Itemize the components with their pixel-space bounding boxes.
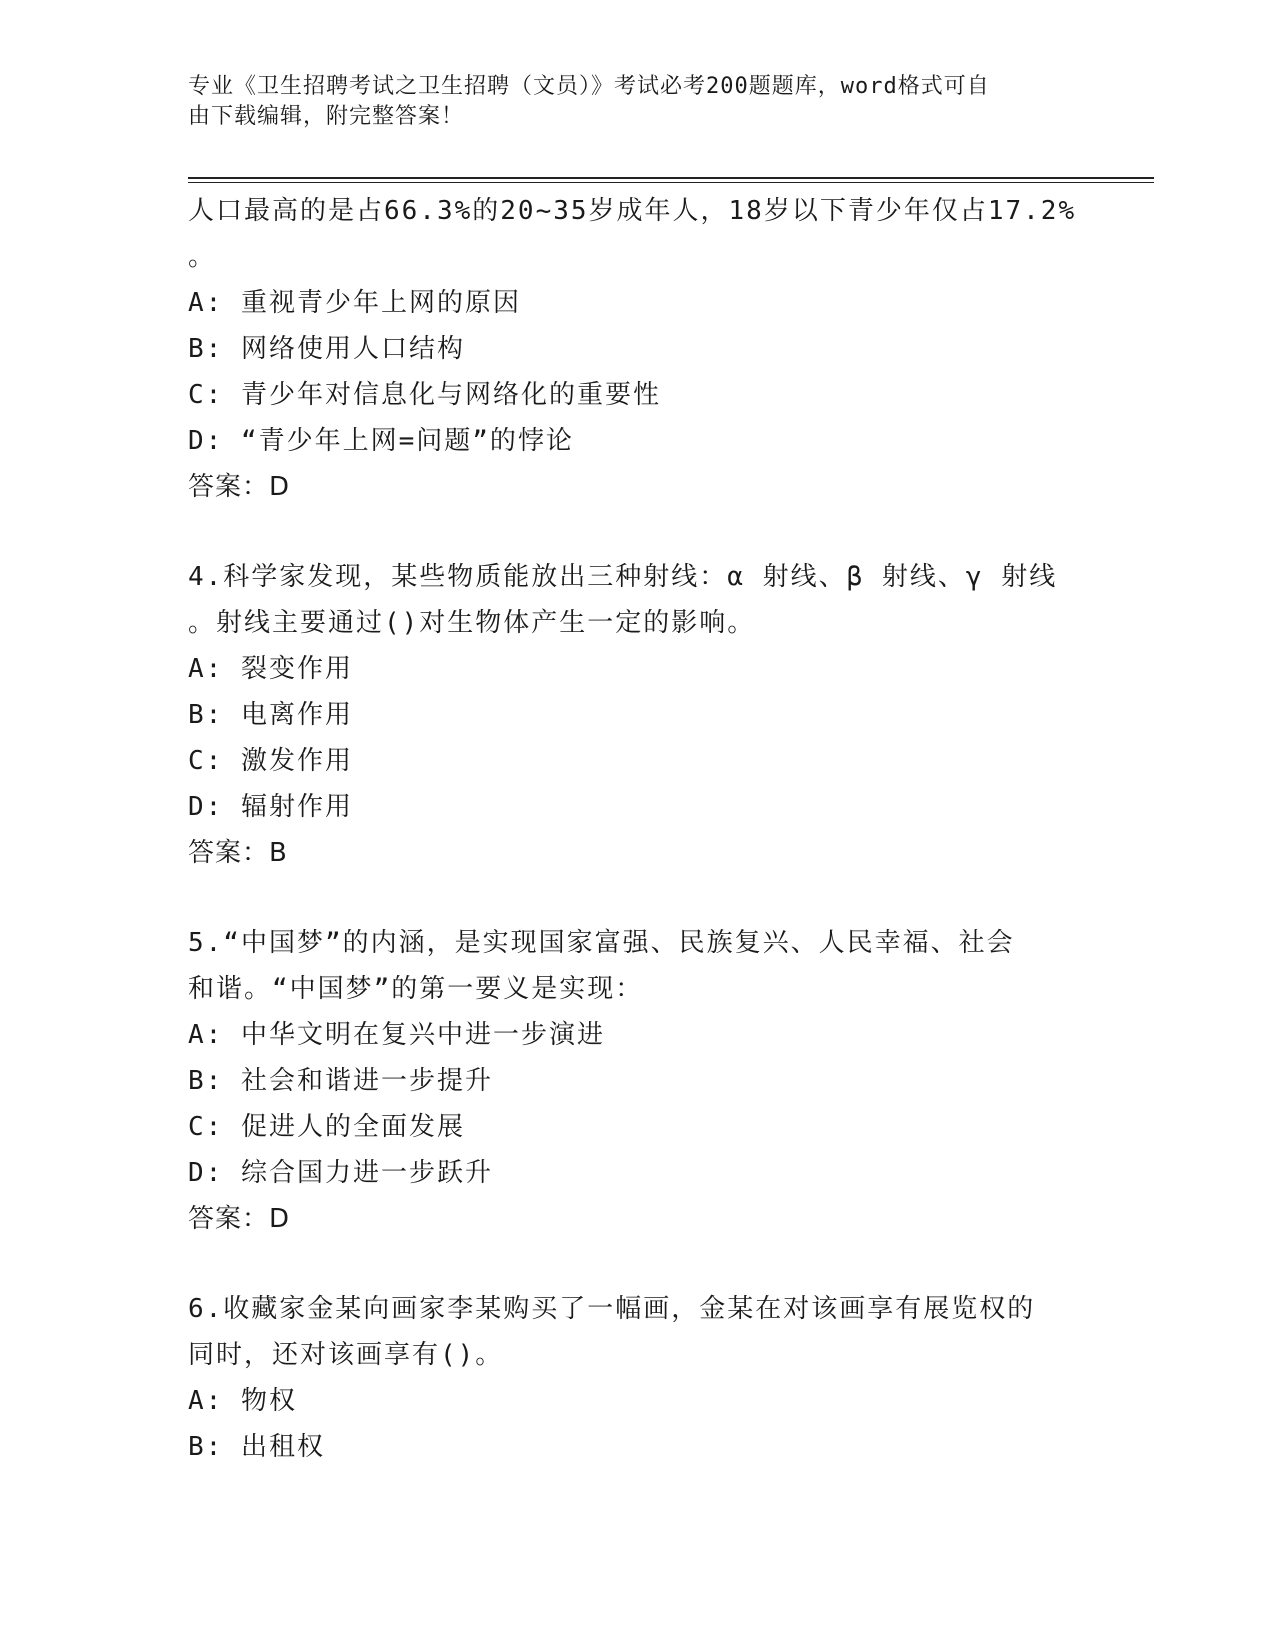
option-b: B: 网络使用人口结构 xyxy=(188,334,465,364)
question-text: 和谐。“中国梦”的第一要义是实现： xyxy=(188,974,644,1004)
answer-label: 答案：D xyxy=(188,472,291,502)
question-block-3 xyxy=(188,188,1088,510)
question-text: 6.收藏家金某向画家李某购买了一幅画，金某在对该画享有展览权的 xyxy=(188,1294,1036,1324)
option-c: C: 青少年对信息化与网络化的重要性 xyxy=(188,380,661,410)
question-text: 。 xyxy=(188,242,217,272)
option-b: B: 电离作用 xyxy=(188,700,353,730)
option-d: D: “青少年上网=问题”的悖论 xyxy=(188,426,574,456)
option-b: B: 出租权 xyxy=(188,1432,325,1462)
header-divider-thin xyxy=(188,182,1154,183)
answer-label: 答案：D xyxy=(188,1204,291,1234)
question-block-6 xyxy=(188,1286,1088,1470)
spacer xyxy=(188,1242,1088,1286)
answer-label: 答案：B xyxy=(188,838,288,868)
question-text: 同时，还对该画享有()。 xyxy=(188,1340,504,1370)
question-text: 5.“中国梦”的内涵，是实现国家富强、民族复兴、人民幸福、社会 xyxy=(188,928,1015,958)
option-a: A: 中华文明在复兴中进一步演进 xyxy=(188,1020,605,1050)
option-a: A: 裂变作用 xyxy=(188,654,353,684)
document-header xyxy=(188,72,1068,132)
option-a: A: 重视青少年上网的原因 xyxy=(188,288,521,318)
header-line-1: 专业《卫生招聘考试之卫生招聘（文员）》考试必考200题题库，word格式可自 xyxy=(188,74,990,99)
header-divider xyxy=(188,177,1154,179)
question-list xyxy=(188,188,1088,1470)
option-d: D: 综合国力进一步跃升 xyxy=(188,1158,493,1188)
question-block-4 xyxy=(188,554,1088,876)
spacer xyxy=(188,510,1088,554)
question-text: 人口最高的是占66.3%的20~35岁成年人，18岁以下青少年仅占17.2% xyxy=(188,196,1077,226)
question-text: 。射线主要通过()对生物体产生一定的影响。 xyxy=(188,608,756,638)
question-text: 4.科学家发现，某些物质能放出三种射线：α 射线、β 射线、γ 射线 xyxy=(188,562,1058,592)
option-c: C: 促进人的全面发展 xyxy=(188,1112,465,1142)
header-line-2: 由下载编辑，附完整答案！ xyxy=(188,104,465,129)
option-a: A: 物权 xyxy=(188,1386,297,1416)
option-c: C: 激发作用 xyxy=(188,746,353,776)
option-b: B: 社会和谐进一步提升 xyxy=(188,1066,493,1096)
option-d: D: 辐射作用 xyxy=(188,792,353,822)
question-block-5 xyxy=(188,920,1088,1242)
spacer xyxy=(188,876,1088,920)
